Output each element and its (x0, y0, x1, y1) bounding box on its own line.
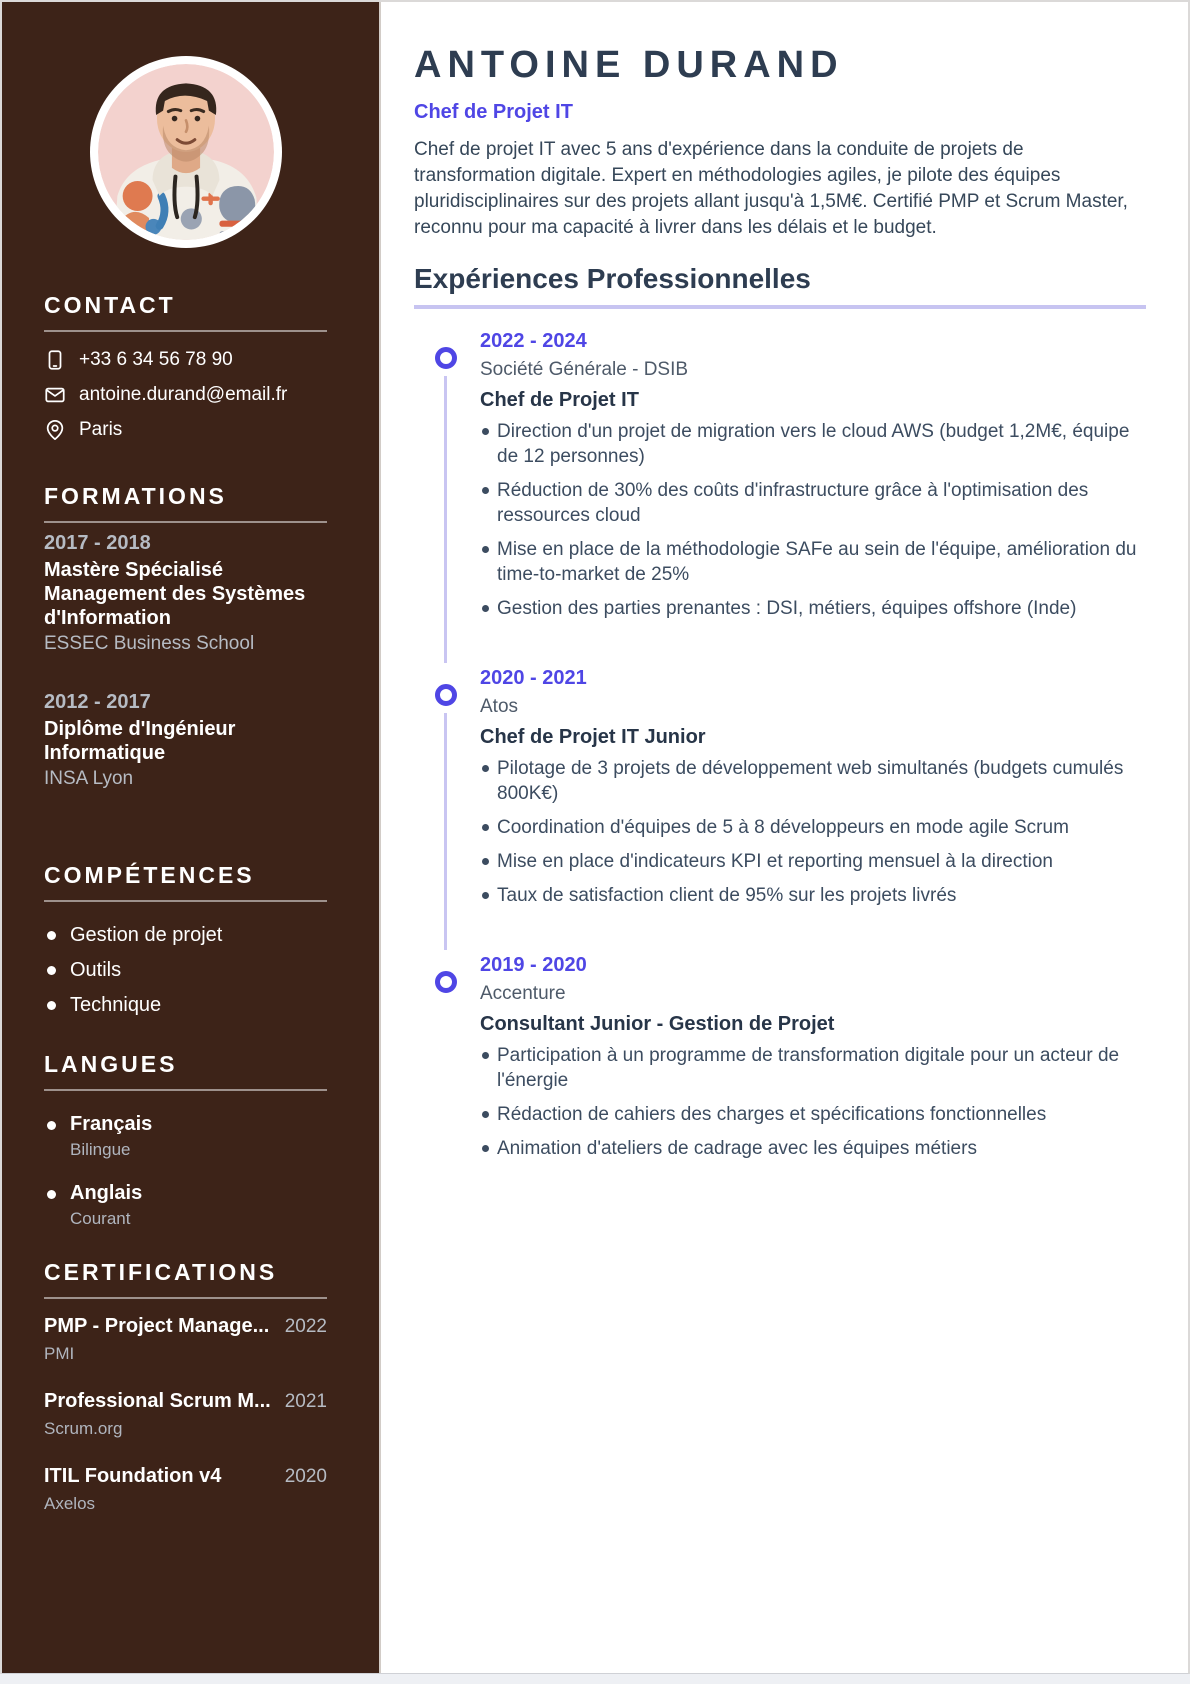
experience-entry (414, 954, 1146, 1161)
bullet-item: Gestion des parties prenantes : DSI, métiers, équipes offshore (Inde) (480, 596, 1140, 621)
contact-section (44, 292, 327, 441)
bullet-item: Pilotage de 3 projets de développement web simultanés (budgets cumulés 800K€) (480, 756, 1140, 806)
certification-name: Professional Scrum M... (44, 1390, 271, 1412)
location-text: Paris (79, 419, 123, 440)
language-name: Anglais (70, 1182, 143, 1204)
candidate-job-title: Chef de Projet IT (414, 101, 573, 123)
experience-role: Consultant Junior - Gestion de Projet (480, 1013, 835, 1035)
experience-period: 2019 - 2020 (480, 954, 587, 976)
experience-company: Accenture (480, 983, 566, 1004)
language-level: Courant (70, 1209, 131, 1228)
timeline-dot-icon (435, 684, 457, 706)
bullet-item: Mise en place de la méthodologie SAFe au sein de l'équipe, amélioration du time-to-market de 25% (480, 537, 1140, 587)
skills-list (44, 924, 327, 1017)
certification-entry (44, 1315, 327, 1364)
education-period: 2012 - 2017 (44, 691, 151, 713)
formations-heading: FORMATIONS (44, 483, 227, 509)
certification-entry (44, 1390, 327, 1439)
education-title: Diplôme d'Ingénieur Informatique (44, 718, 236, 764)
candidate-name: ANTOINE DURAND (414, 44, 844, 86)
education-school: ESSEC Business School (44, 633, 255, 654)
contact-heading: CONTACT (44, 292, 176, 318)
bullet-item: Participation à un programme de transformation digitale pour un acteur de l'énergie (480, 1043, 1140, 1093)
mail-icon (44, 384, 66, 406)
certification-entry (44, 1465, 327, 1514)
language-level: Bilingue (70, 1140, 131, 1159)
education-entry (44, 532, 327, 655)
experience-bullets (480, 419, 1146, 621)
experience-entry (414, 667, 1146, 908)
certification-name: ITIL Foundation v4 (44, 1465, 222, 1487)
bullet-item: Direction d'un projet de migration vers le cloud AWS (budget 1,2M€, équipe de 12 personnes) (480, 419, 1140, 469)
timeline-connector (444, 376, 447, 663)
langues-section (44, 1051, 327, 1229)
certification-name: PMP - Project Manage... (44, 1315, 270, 1337)
bullet-item: Réduction de 30% des coûts d'infrastructure grâce à l'optimisation des ressources cloud (480, 478, 1140, 528)
profile-summary: Chef de projet IT avec 5 ans d'expérience dans la conduite de projets de transformation digitale. Expert en méthodologies agiles, je pilote des équipes pluridisciplinaires sur des projets allant jusqu'à 1,5M€. Certifié PMP et Scrum Master, reconnu pour ma capacité à livrer dans les délais et le budget. (414, 139, 1128, 238)
skill-item: Technique (44, 994, 327, 1017)
phone-number: +33 6 34 56 78 90 (79, 349, 233, 370)
experience-company: Atos (480, 696, 519, 717)
avatar (90, 56, 282, 248)
experience-timeline (414, 330, 1146, 1161)
language-item (44, 1182, 327, 1229)
map-pin-icon (44, 419, 66, 441)
email-address: antoine.durand@email.fr (79, 384, 288, 405)
bullet-item: Animation d'ateliers de cadrage avec les équipes métiers (480, 1136, 1140, 1161)
experience-role: Chef de Projet IT (480, 389, 639, 411)
smartphone-icon (44, 349, 66, 371)
section-divider (44, 521, 327, 523)
langues-heading: LANGUES (44, 1051, 178, 1077)
avatar-photo (98, 64, 274, 240)
experience-bullets (480, 756, 1146, 908)
bullet-item: Coordination d'équipes de 5 à 8 développeurs en mode agile Scrum (480, 815, 1140, 840)
contact-row-location (44, 419, 327, 441)
sidebar (2, 2, 381, 1673)
language-name: Français (70, 1113, 153, 1135)
skill-item: Outils (44, 959, 327, 982)
language-item (44, 1113, 327, 1160)
experience-entry (414, 330, 1146, 621)
certification-year: 2020 (284, 1466, 327, 1487)
section-divider (44, 1297, 327, 1299)
experience-role: Chef de Projet IT Junior (480, 726, 706, 748)
timeline-connector (444, 713, 447, 950)
formations-section (44, 483, 327, 790)
certification-issuer: Scrum.org (44, 1419, 123, 1438)
experience-bullets (480, 1043, 1146, 1161)
experiences-heading-underline (414, 305, 1146, 309)
education-entry (44, 691, 327, 790)
education-title: Mastère Spécialisé Management des Systèmes d'Information (44, 559, 306, 629)
section-divider (44, 900, 327, 902)
experiences-heading: Expériences Professionnelles (414, 263, 811, 294)
main-content (381, 2, 1188, 1673)
contact-row-email (44, 384, 327, 406)
certification-issuer: Axelos (44, 1494, 96, 1513)
timeline-dot-icon (435, 347, 457, 369)
bullet-item: Rédaction de cahiers des charges et spécifications fonctionnelles (480, 1102, 1140, 1127)
education-period: 2017 - 2018 (44, 532, 151, 554)
section-divider (44, 330, 327, 332)
certifications-heading: CERTIFICATIONS (44, 1259, 278, 1285)
experience-period: 2022 - 2024 (480, 330, 587, 352)
competences-heading: COMPÉTENCES (44, 862, 255, 888)
contact-list (44, 349, 327, 441)
bullet-item: Taux de satisfaction client de 95% sur les projets livrés (480, 883, 1140, 908)
experience-company: Société Générale - DSIB (480, 359, 689, 380)
bullet-item: Mise en place d'indicateurs KPI et reporting mensuel à la direction (480, 849, 1140, 874)
experience-period: 2020 - 2021 (480, 667, 587, 689)
competences-section (44, 862, 327, 1017)
contact-row-phone (44, 349, 327, 371)
certification-year: 2022 (284, 1316, 327, 1337)
skill-item: Gestion de projet (44, 924, 327, 947)
section-divider (44, 1089, 327, 1091)
certification-year: 2021 (284, 1391, 327, 1412)
certification-issuer: PMI (44, 1344, 75, 1363)
certifications-section (44, 1259, 327, 1514)
timeline-dot-icon (435, 971, 457, 993)
education-school: INSA Lyon (44, 768, 134, 789)
